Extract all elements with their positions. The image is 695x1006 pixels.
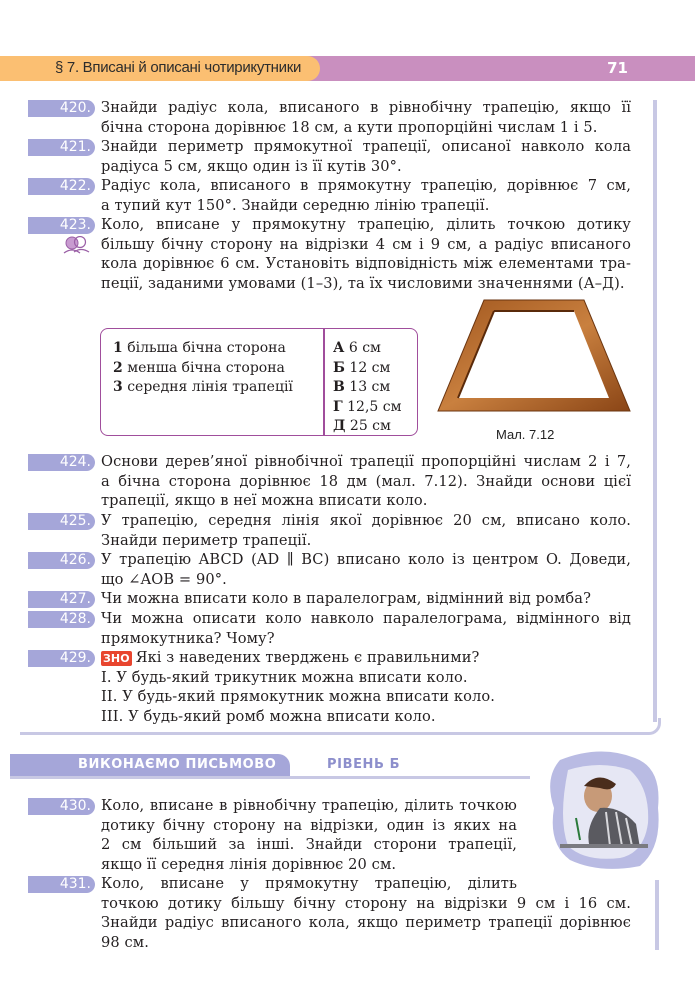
task-number: 423.: [28, 217, 95, 234]
page-number: 71: [607, 59, 628, 77]
task-number: 424.: [28, 454, 95, 471]
conditions-column: [113, 339, 293, 398]
task-number: 422.: [28, 178, 95, 195]
task-text: Коло, вписане у прямокутну трапецію, ділить точкою дотику більшу бічну сторону на відрізки 4 см і 9 см, а радіус вписаного кола дорівнює 6 см. Установіть відповідність між елементами тра- пеції, заданими умовами (1–3), та їх числовими значеннями (А–Д).: [101, 216, 631, 292]
level-label: РІВЕНЬ Б: [327, 757, 401, 772]
condition-item: 1 більша бічна сторона: [113, 340, 286, 356]
table-divider: [323, 329, 325, 435]
pair-work-icon: [62, 236, 90, 254]
value-item: В 13 см: [333, 379, 391, 395]
section-heading: § 7. Вписані й описані чотирикутники: [55, 59, 302, 76]
zno-badge: ЗНО: [103, 652, 130, 665]
figure-caption: Мал. 7.12: [496, 427, 555, 442]
task-text: Знайди радіус кола, вписаного в рівнобічну трапецію, якщо її бічна сторона дорівнює 18 см, а кути пропорційні числам 1 і 5.: [101, 99, 631, 136]
task-number: 425.: [28, 513, 95, 530]
frame-line: [653, 100, 657, 722]
task-number: 426.: [28, 552, 95, 569]
section-title: ВИКОНАЄМО ПИСЬМОВО: [78, 757, 277, 772]
task-text: Коло, вписане в рівнобічну трапецію, ділить точкою дотику бічну сторону на відрізки, один із яких на 2 см більший за інші. Знайди сторони трапеції, якщо її середня лінія дорівнює 20 см.: [101, 797, 517, 873]
condition-item: 3 середня лінія трапеції: [113, 379, 293, 395]
page-header: [0, 56, 695, 81]
header-right-band: [300, 56, 695, 81]
condition-item: 2 менша бічна сторона: [113, 359, 285, 376]
value-item: Г 12,5 см: [333, 398, 402, 415]
task-text: Знайди периметр прямокутної трапеції, описаної навколо кола радіуса 5 см, якщо один із її кутів 30°.: [101, 138, 631, 175]
task-number: 431.: [28, 876, 95, 893]
task-text: ЗНО Які з наведених тверджень є правильними? I. У будь-який трикутник можна вписати коло. II. У будь-який прямокутник можна вписати коло. III. У будь-який ромб можна вписати коло.: [101, 649, 495, 725]
task-number: 420.: [28, 100, 95, 117]
task-text: У трапецію ABCD (AD ∥ BC) вписано коло із центром O. Доведи, що ∠AOB = 90°.: [101, 551, 631, 588]
wooden-trapezoid-figure: [436, 298, 632, 416]
task-text: Основи дерев’яної рівнобічної трапеції пропорційні числам 2 і 7, а бічна сторона дорівнює 18 дм (мал. 7.12). Знайди основи цієї трапеції, якщо в неї можна вписати коло.: [101, 453, 631, 509]
students-writing-photo: [540, 748, 665, 870]
value-item: Б 12 см: [333, 359, 391, 376]
task-number: 421.: [28, 139, 95, 156]
task-text: Чи можна описати коло навколо паралелограма, відмінного від прямокутника? Чому?: [101, 610, 631, 647]
task-text: У трапецію, середня лінія якої дорівнює 20 см, вписано коло. Знайди периметр трапеції.: [101, 512, 631, 549]
matching-table: [100, 328, 418, 436]
task-number: 428.: [28, 611, 95, 628]
values-column: [333, 339, 401, 437]
task-text: Коло, вписане у прямокутну трапецію, ділить точкою дотику більшу бічну сторону на відрізки 9 см і 16 см. Знайди радіус вписаного кола, якщо периметр трапеції дорівнює 98 см.: [101, 875, 631, 951]
value-item: А 6 см: [333, 340, 381, 356]
section-underline: [10, 776, 530, 779]
task-text: Радіус кола, вписаного в прямокутну трапецію, дорівнює 7 см, а тупий кут 150°. Знайди середню лінію трапеції.: [101, 177, 631, 214]
task-number: 430.: [28, 798, 95, 815]
task-number: 429.: [28, 650, 95, 667]
task-text: Чи можна вписати коло в паралелограм, відмінний від ромба?: [101, 590, 592, 607]
frame-line-lower: [655, 880, 659, 950]
value-item: Д 25 см: [333, 418, 391, 434]
task-number: 427.: [28, 591, 95, 608]
